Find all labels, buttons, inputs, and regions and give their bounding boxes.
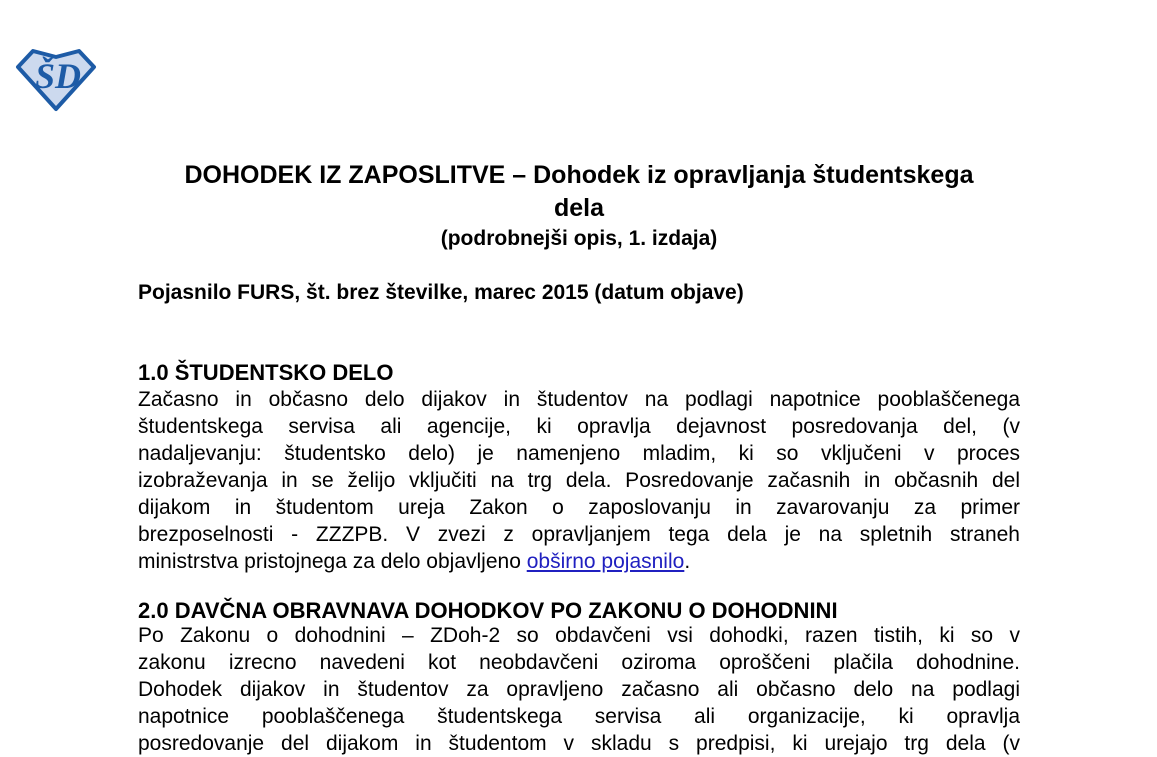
last-line-suffix: . [684,550,691,573]
paragraph-line: študentskega servisa ali agencije, ki opravlja dejavnost posredovanja del, (v [138,415,1020,438]
paragraph-line: Po Zakonu o dohodnini – ZDoh-2 so obdavčeni vsi dohodki, razen tistih, ki so v [138,624,1020,647]
last-line-prefix: ministrstva pristojnega za delo objavljeno [138,550,527,573]
paragraph-line: nadaljevanju: študentsko delo) je namenjeno mladim, ki so vključeni v proces [138,442,1020,465]
paragraph-line: Začasno in občasno delo dijakov in študentov na podlagi napotnice pooblaščenega [138,388,1020,411]
student-service-logo [14,46,98,112]
section-1-paragraph [138,386,1020,575]
paragraph-line: brezposelnosti - ZZZPB. V zvezi z opravljanjem tega dela je na spletnih straneh [138,523,1020,546]
paragraph-line: dijakom in študentom ureja Zakon o zaposlovanju in zavarovanju za primer [138,496,1020,519]
document-body [138,0,1020,755]
document-title-line2: dela [553,194,605,222]
document-title-line1: DOHODEK IZ ZAPOSLITVE – Dohodek iz opravljanja študentskega [184,161,974,189]
document-title [138,159,1020,225]
paragraph-line: Dohodek dijakov in študentov za opravljeno začasno ali občasno delo na podlagi [138,678,1020,701]
section-2-paragraph [138,622,1020,757]
paragraph-line: napotnice pooblaščenega študentskega servisa ali organizacije, ki opravlja [138,705,1020,728]
meta-line: Pojasnilo FURS, št. brez številke, marec 2015 (datum objave) [138,281,744,304]
logo-letters: ŠD [34,56,82,96]
paragraph-line: izobraževanja in se želijo vključiti na trg dela. Posredovanje začasnih in občasnih del [138,469,1020,492]
section-2-heading: 2.0 DAVČNA OBRAVNAVA DOHODKOV PO ZAKONU O DOHODNINI [138,598,838,623]
paragraph-last-line [138,548,1020,575]
section-1-heading: 1.0 ŠTUDENTSKO DELO [138,360,394,385]
paragraph-line: posredovanje del dijakom in študentom v skladu s predpisi, ki urejajo trg dela (v [138,732,1020,755]
pojasnilo-link[interactable]: obširno pojasnilo [526,550,685,573]
paragraph-line: zakonu izrecno navedeni kot neobdavčeni oziroma oproščeni plačila dohodnine. [138,651,1020,674]
document-subtitle: (podrobnejši opis, 1. izdaja) [440,227,718,250]
